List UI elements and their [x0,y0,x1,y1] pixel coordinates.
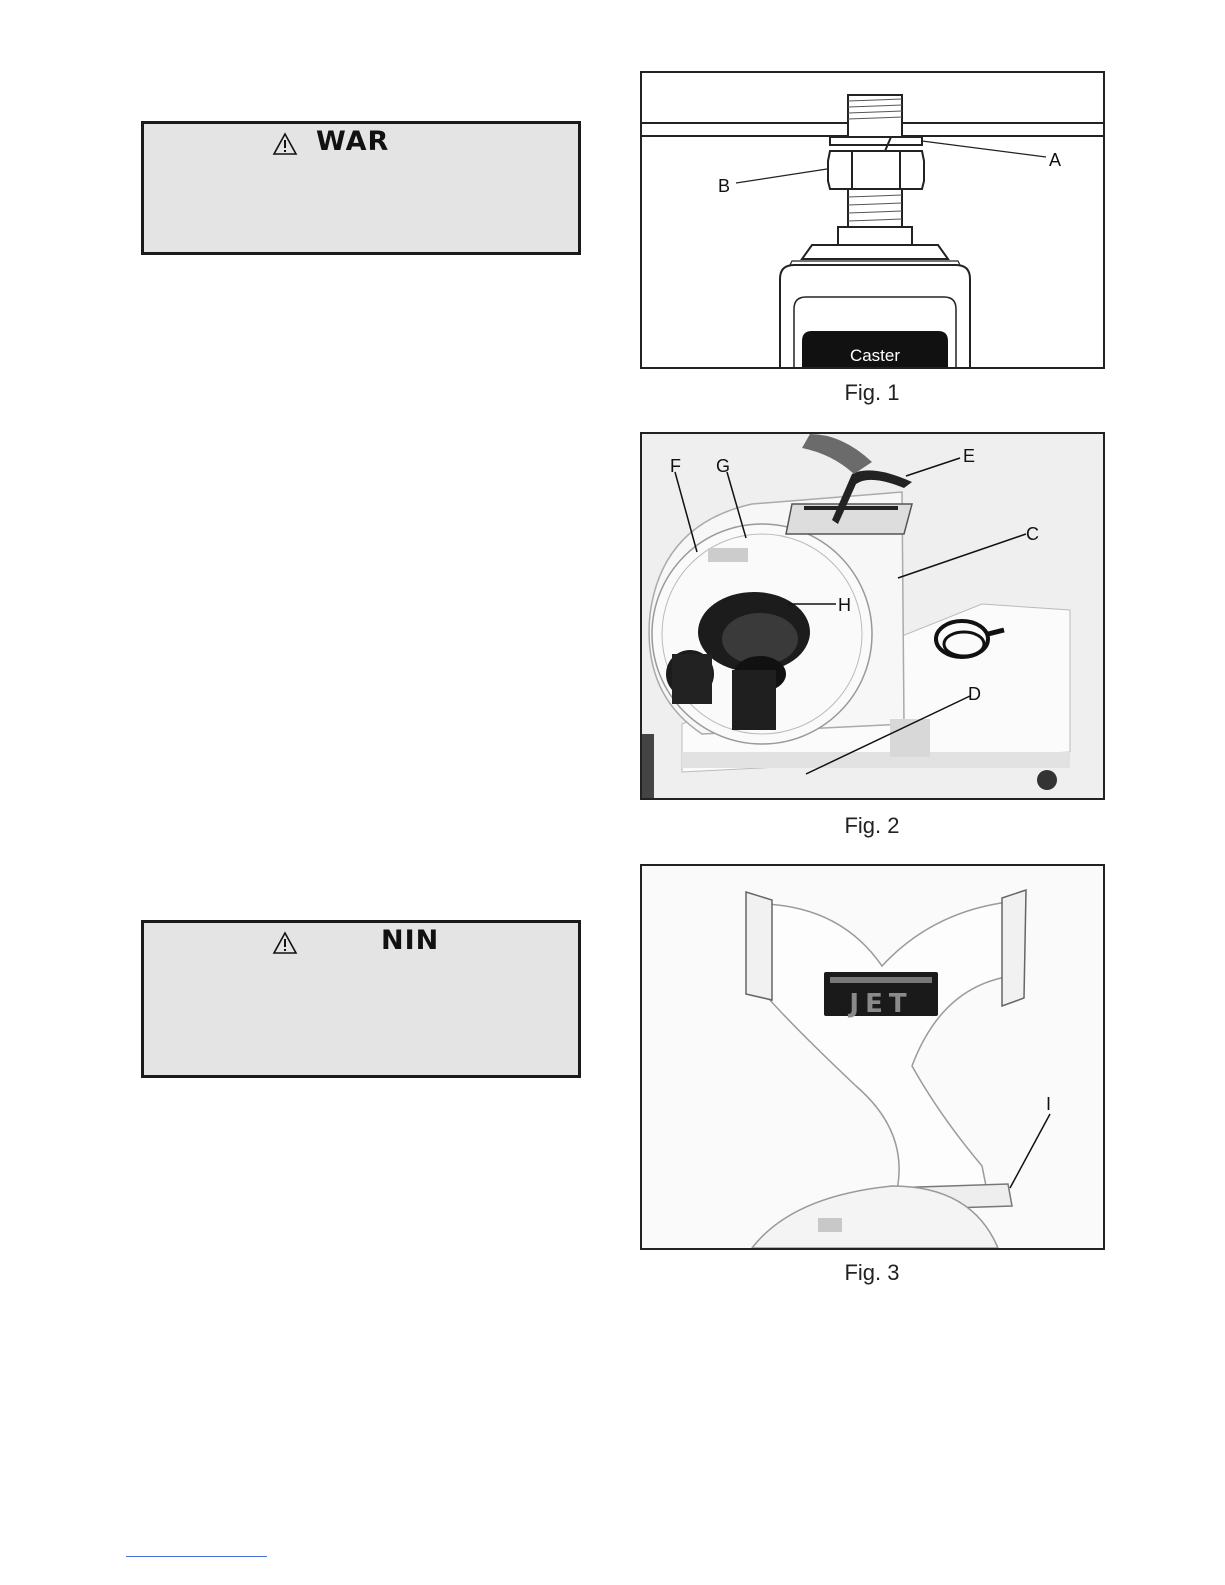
figure-2-blower-assembly [640,432,1105,800]
figure-3-caption: Fig. 3 [844,1260,900,1285]
figure-1-caster-bolt [640,71,1105,369]
y-fitting-photo [642,866,1103,1248]
caster-label: Caster [849,346,901,365]
footer-rule [126,1556,267,1557]
figure-2-caption: Fig. 2 [844,813,900,838]
warning-box-1 [141,121,581,255]
callout-g: G [716,456,731,476]
warning-triangle-icon [272,931,298,955]
callout-a: A [1049,150,1062,170]
callout-e: E [963,446,976,466]
callout-d: D [968,684,981,704]
figure-3-y-fitting [640,864,1105,1250]
callout-h: H [838,595,851,615]
warning-title: NIN [381,925,440,956]
callout-f: F [670,456,681,476]
figure-1-caption: Fig. 1 [844,380,900,405]
callout-c: C [1026,524,1039,544]
warning-box-2 [141,920,581,1078]
callout-b: B [718,176,731,196]
warning-triangle-icon [272,132,298,156]
warning-title: WAR [316,126,390,157]
callout-i: I [1046,1094,1052,1114]
jet-logo-text: JET [849,989,913,1019]
caster-bolt-illustration [642,73,1103,367]
blower-photo [642,434,1103,798]
